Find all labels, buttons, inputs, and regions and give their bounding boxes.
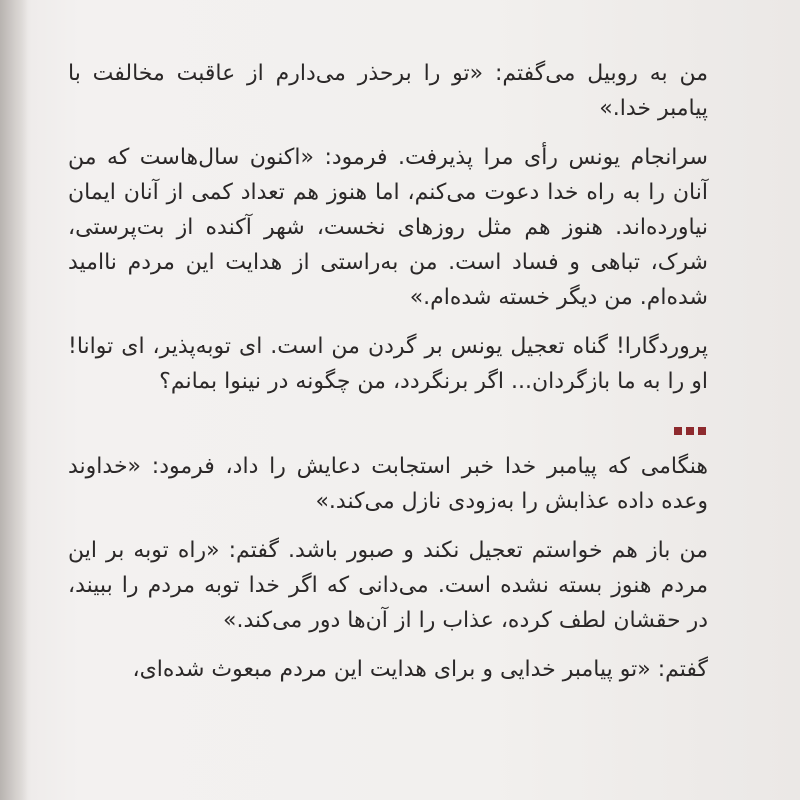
- paragraph-5: من باز هم خواستم تعجیل نکند و صبور باشد. گفتم: «راه توبه بر این مردم هنوز بسته نشده است. می‌دانی که اگر خدا توبه مردم را ببیند، در حقشان لطف کرده، عذاب را از آن‌ها دور می‌کند.»: [68, 538, 708, 633]
- paragraph-2: سرانجام یونس رأی مرا پذیرفت. فرمود: «اکنون سال‌هاست که من آنان را به راه خدا دعوت می‌کنم، اما هنوز هم تعداد کمی از آنان ایمان نیاورده‌اند. هنوز هم مثل روزهای نخست، شهر آکنده از بت‌پرستی، شرک، تباهی و فساد است. من به‌راستی از هدایت این مردم ناامید شده‌ام. من دیگر خسته شده‌ام.»: [68, 145, 708, 310]
- separator-dot: [698, 427, 706, 435]
- paragraph-1: من به روبیل می‌گفتم: «تو را برحذر می‌دارم از عاقبت مخالفت با پیامبر خدا.»: [68, 61, 708, 121]
- paragraph-6: گفتم: «تو پیامبر خدایی و برای هدایت این مردم مبعوث شده‌ای،: [132, 657, 708, 682]
- page-gutter: [0, 0, 28, 800]
- separator-dot: [674, 427, 682, 435]
- paragraph-3: پروردگارا! گناه تعجیل یونس بر گردن من است. ای توبه‌پذیر، ای توانا! او را به ما بازگردان... اگر برنگردد، من چگونه در نینوا بمانم؟: [68, 334, 708, 394]
- page-text: [68, 56, 708, 701]
- separator-dot: [686, 427, 694, 435]
- paragraph-4: هنگامی که پیامبر خدا خبر استجابت دعایش را داد، فرمود: «خداوند وعده داده عذابش را به‌زودی نازل می‌کند.»: [68, 454, 708, 514]
- section-separator: [68, 413, 708, 437]
